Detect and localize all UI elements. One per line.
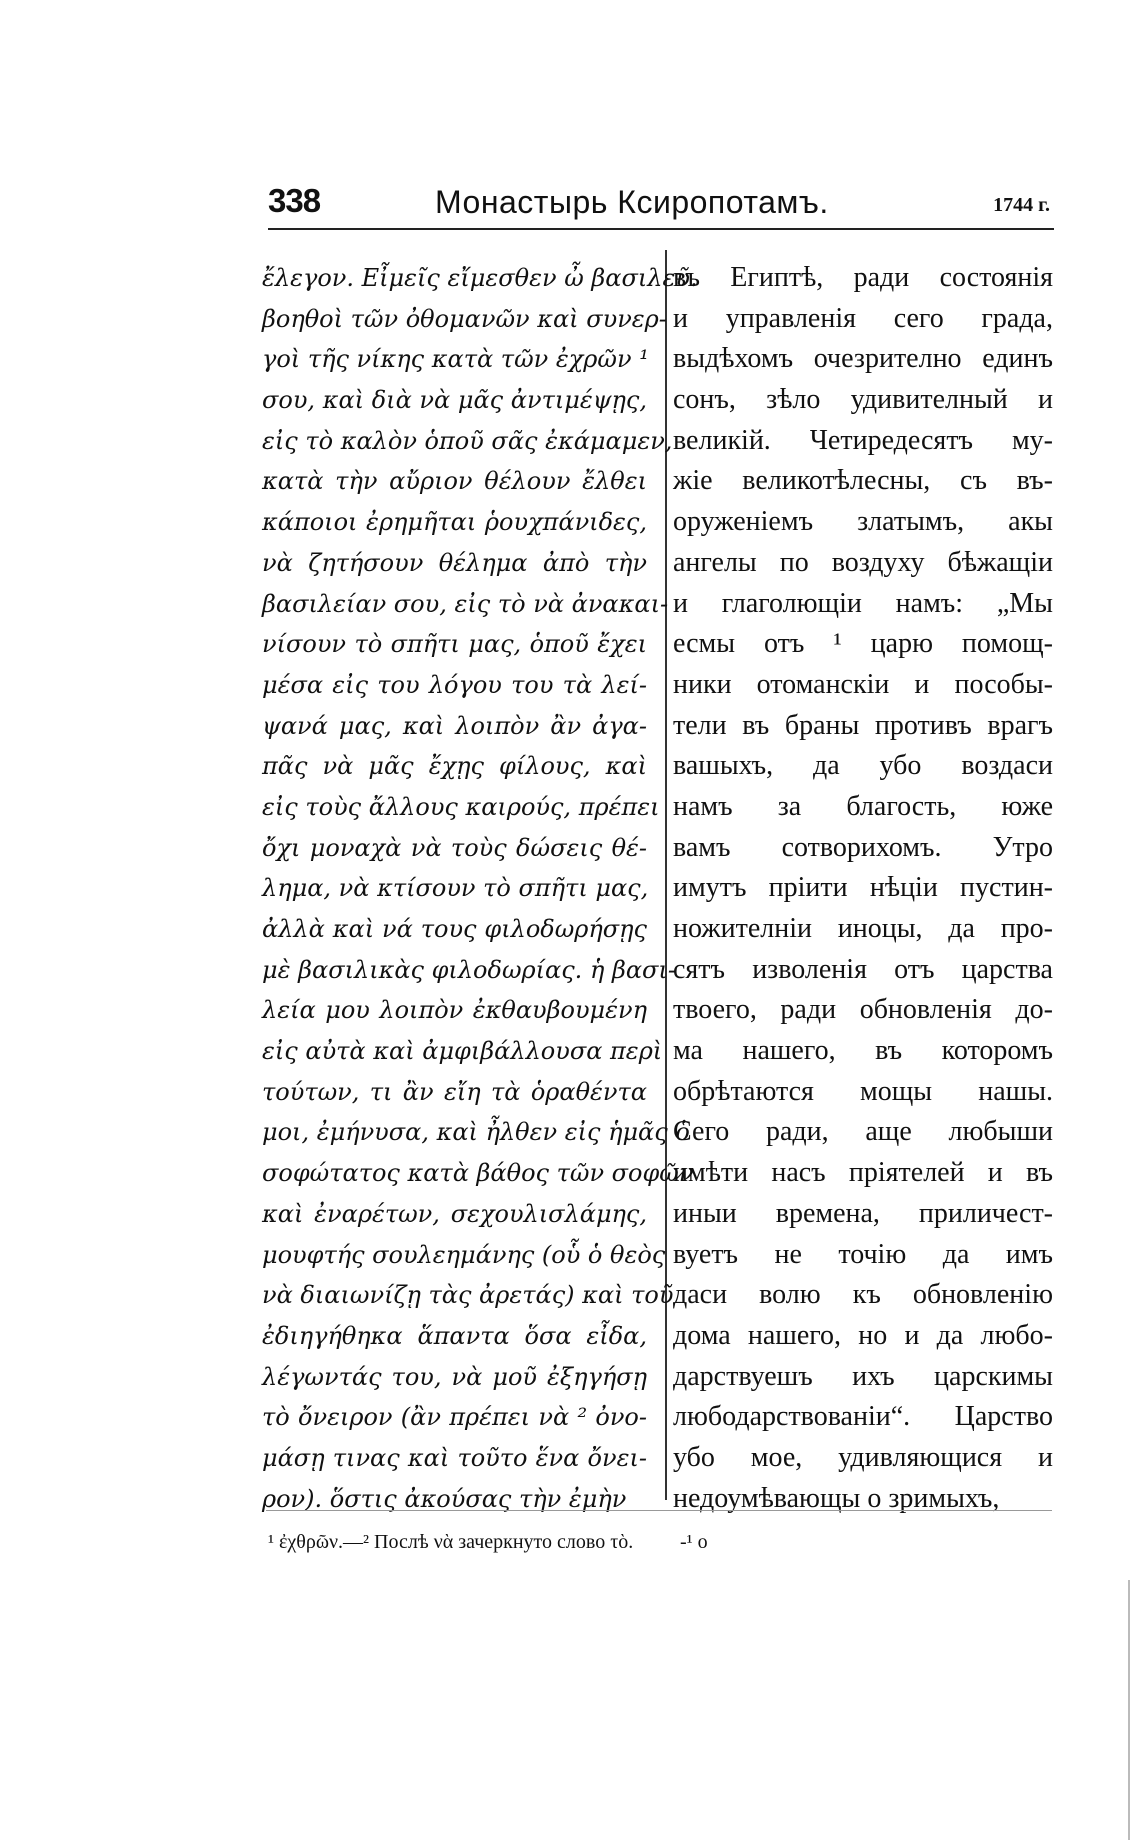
slavonic-text-line: есмы отъ ¹ царю помощ- [673, 628, 1053, 660]
slavonic-text-line: Сего ради, аще любыши [673, 1116, 1053, 1148]
footnote-right: -¹ о [680, 1531, 708, 1553]
greek-text-line: πᾶς νὰ μᾶς ἔχῃς φίλους, καὶ [262, 752, 647, 781]
slavonic-text-line: тели въ браны противъ врагъ [673, 709, 1053, 741]
slavonic-text-line: сятъ изволенія отъ царства [673, 953, 1053, 985]
slavonic-text-line: и управленія сего града, [673, 302, 1053, 334]
slavonic-text-line: намъ за благость, юже [673, 790, 1053, 822]
slavonic-text-line: великій. Четиредесятъ му- [673, 424, 1053, 456]
greek-text-line: σου, καὶ διὰ νὰ μᾶς ἀντιμέψῃς, [262, 386, 647, 415]
greek-text-column [262, 258, 698, 1519]
greek-text-line: βασιλείαν σου, εἰς τὸ νὰ ἀνακαι- [262, 589, 669, 618]
slavonic-text-line: любодарствованіи“. Царство [673, 1401, 1053, 1433]
greek-text-line: κάποιοι ἐρημῆται ῥουχπάνιδες, [262, 508, 647, 537]
slavonic-text-line: твоего, ради обновленія до- [673, 994, 1053, 1026]
greek-text-line: γοὶ τῆς νίκης κατὰ τῶν ἐχρῶν ¹ [262, 345, 649, 374]
page-header [268, 178, 1050, 224]
greek-text-line: τούτων, τι ἂν εἴη τὰ ὁραθέντα [262, 1077, 647, 1106]
running-title: Монастырь Ксиропотамъ. [435, 184, 829, 220]
greek-text-line: μοι, ἐμήνυσα, καὶ ἦλθεν εἰς ἡμᾶς ὁ [262, 1118, 690, 1147]
greek-text-line: νὰ ζητήσουν θέλημα ἀπὸ τὴν [262, 548, 647, 577]
greek-text-line: λέγωντάς του, νὰ μοῦ ἐξηγήσῃ [262, 1362, 647, 1391]
greek-text-line: μάσῃ τινας καὶ τοῦτο ἕνα ὄνει- [262, 1443, 647, 1472]
slavonic-text-line: ма нашего, въ которомъ [673, 1035, 1053, 1067]
slavonic-text-line: ангелы по воздуху бѣжащіи [673, 546, 1053, 578]
footnote-left: ¹ ἐχθρῶν.—² Послѣ νὰ зачеркнуто слово τὸ. [268, 1531, 634, 1553]
slavonic-text-line: имутъ пріити нѣціи пустин- [673, 872, 1053, 904]
slavonic-text-line: и глаголющіи намъ: „Мы [673, 587, 1053, 619]
greek-text-line: νὰ διαιωνίζῃ τὰς ἀρετάς) καὶ τοῦ [262, 1281, 674, 1310]
greek-text-line: εἰς τὸ καλὸν ὁποῦ σᾶς ἐκάμαμεν, [262, 426, 673, 455]
slavonic-text-line: вамъ сотворихомъ. Утро [673, 831, 1053, 863]
slavonic-text-line: жіе великотѣлесны, съ въ- [673, 465, 1053, 497]
slavonic-text-line: имѣти насъ пріятелей и въ [673, 1157, 1053, 1189]
slavonic-text-line: ники отоманскіи и пособы- [673, 668, 1053, 700]
scan-margin-mark [1128, 1580, 1130, 1840]
greek-text-line: ἀλλὰ καὶ νά τους φιλοδωρήσῃς [262, 915, 647, 943]
slavonic-text-line: иныи времена, приличест- [673, 1197, 1053, 1229]
church-slavonic-text-column [673, 258, 1053, 1519]
slavonic-text-line: недоумѣвающы о зримыхъ, [673, 1482, 1000, 1514]
greek-text-line: μὲ βασιλικὰς φιλοδωρίας. ἡ βασι- [262, 955, 676, 984]
slavonic-text-line: сонъ, зѣло удивителный и [673, 384, 1053, 416]
slavonic-text-line: убо мое, удивляющися и [673, 1441, 1053, 1473]
slavonic-text-line: обрѣтаются мощы нашы. [673, 1075, 1053, 1107]
slavonic-text-line: оруженіемъ златымъ, акы [673, 506, 1053, 538]
greek-text-line: λημα, νὰ κτίσουν τὸ σπῆτι μας, [262, 874, 649, 903]
header-rule [268, 228, 1054, 230]
greek-text-line: νίσουν τὸ σπῆτι μας, ὁποῦ ἔχει [262, 630, 647, 659]
slavonic-text-line: даси волю къ обновленію [673, 1279, 1053, 1311]
year-label: 1744 г. [993, 194, 1050, 216]
greek-text-line: μέσα εἰς του λόγου του τὰ λεί- [262, 670, 647, 699]
greek-text-line: ἐδιηγήθηκα ἅπαντα ὅσα εἶδα, [262, 1321, 647, 1350]
greek-text-line: βοηθοὶ τῶν ὀθομανῶν καὶ συνερ- [262, 304, 667, 333]
greek-text-line: λεία μου λοιπὸν ἐκθαυβουμένη [262, 996, 647, 1025]
greek-text-line: μουφτής σουλεημάνης (οὗ ὁ θεὸς [262, 1240, 666, 1269]
footnote-rule [266, 1510, 1052, 1511]
greek-text-line: κατὰ τὴν αὔριον θέλουν ἔλθει [262, 467, 647, 496]
slavonic-text-line: вашыхъ, да убо воздаси [673, 750, 1053, 782]
slavonic-text-line: въ Египтѣ, ради состоянія [673, 262, 1053, 293]
greek-text-line: ἔλεγον. Εἶμεῖς εἴμεσθεν ὦ βασιλεῦ. [262, 264, 698, 292]
greek-text-line: ρον). ὅστις ἀκούσας τὴν ἐμὴν [262, 1484, 627, 1513]
greek-text-line: σοφώτατος κατὰ βάθος τῶν σοφῶν [262, 1159, 694, 1188]
slavonic-text-line: дома нашего, но и да любо- [673, 1319, 1053, 1351]
greek-text-line: εἰς αὐτὰ καὶ ἀμφιβάλλουσα περὶ [262, 1037, 663, 1066]
greek-text-line: ὄχι μοναχὰ νὰ τοὺς δώσεις θέ- [262, 833, 647, 862]
greek-text-line: ψανά μας, καὶ λοιπὸν ἂν ἀγα- [262, 711, 647, 740]
slavonic-text-line: вуетъ не точію да имъ [673, 1238, 1053, 1270]
greek-text-line: καὶ ἐναρέτων, σεχουλισλάμης, [262, 1199, 647, 1228]
slavonic-text-line: ножителніи иноцы, да про- [673, 913, 1053, 944]
slavonic-text-line: выдѣхомъ очезрително единъ [673, 343, 1053, 375]
greek-text-line: εἰς τοὺς ἄλλους καιρούς, πρέπει [262, 792, 660, 821]
greek-text-line: τὸ ὄνειρον (ἂν πρέπει νὰ ² ὀνο- [262, 1403, 647, 1432]
slavonic-text-line: дарствуешъ ихъ царскимы [673, 1360, 1053, 1392]
page-number: 338 [268, 182, 321, 219]
